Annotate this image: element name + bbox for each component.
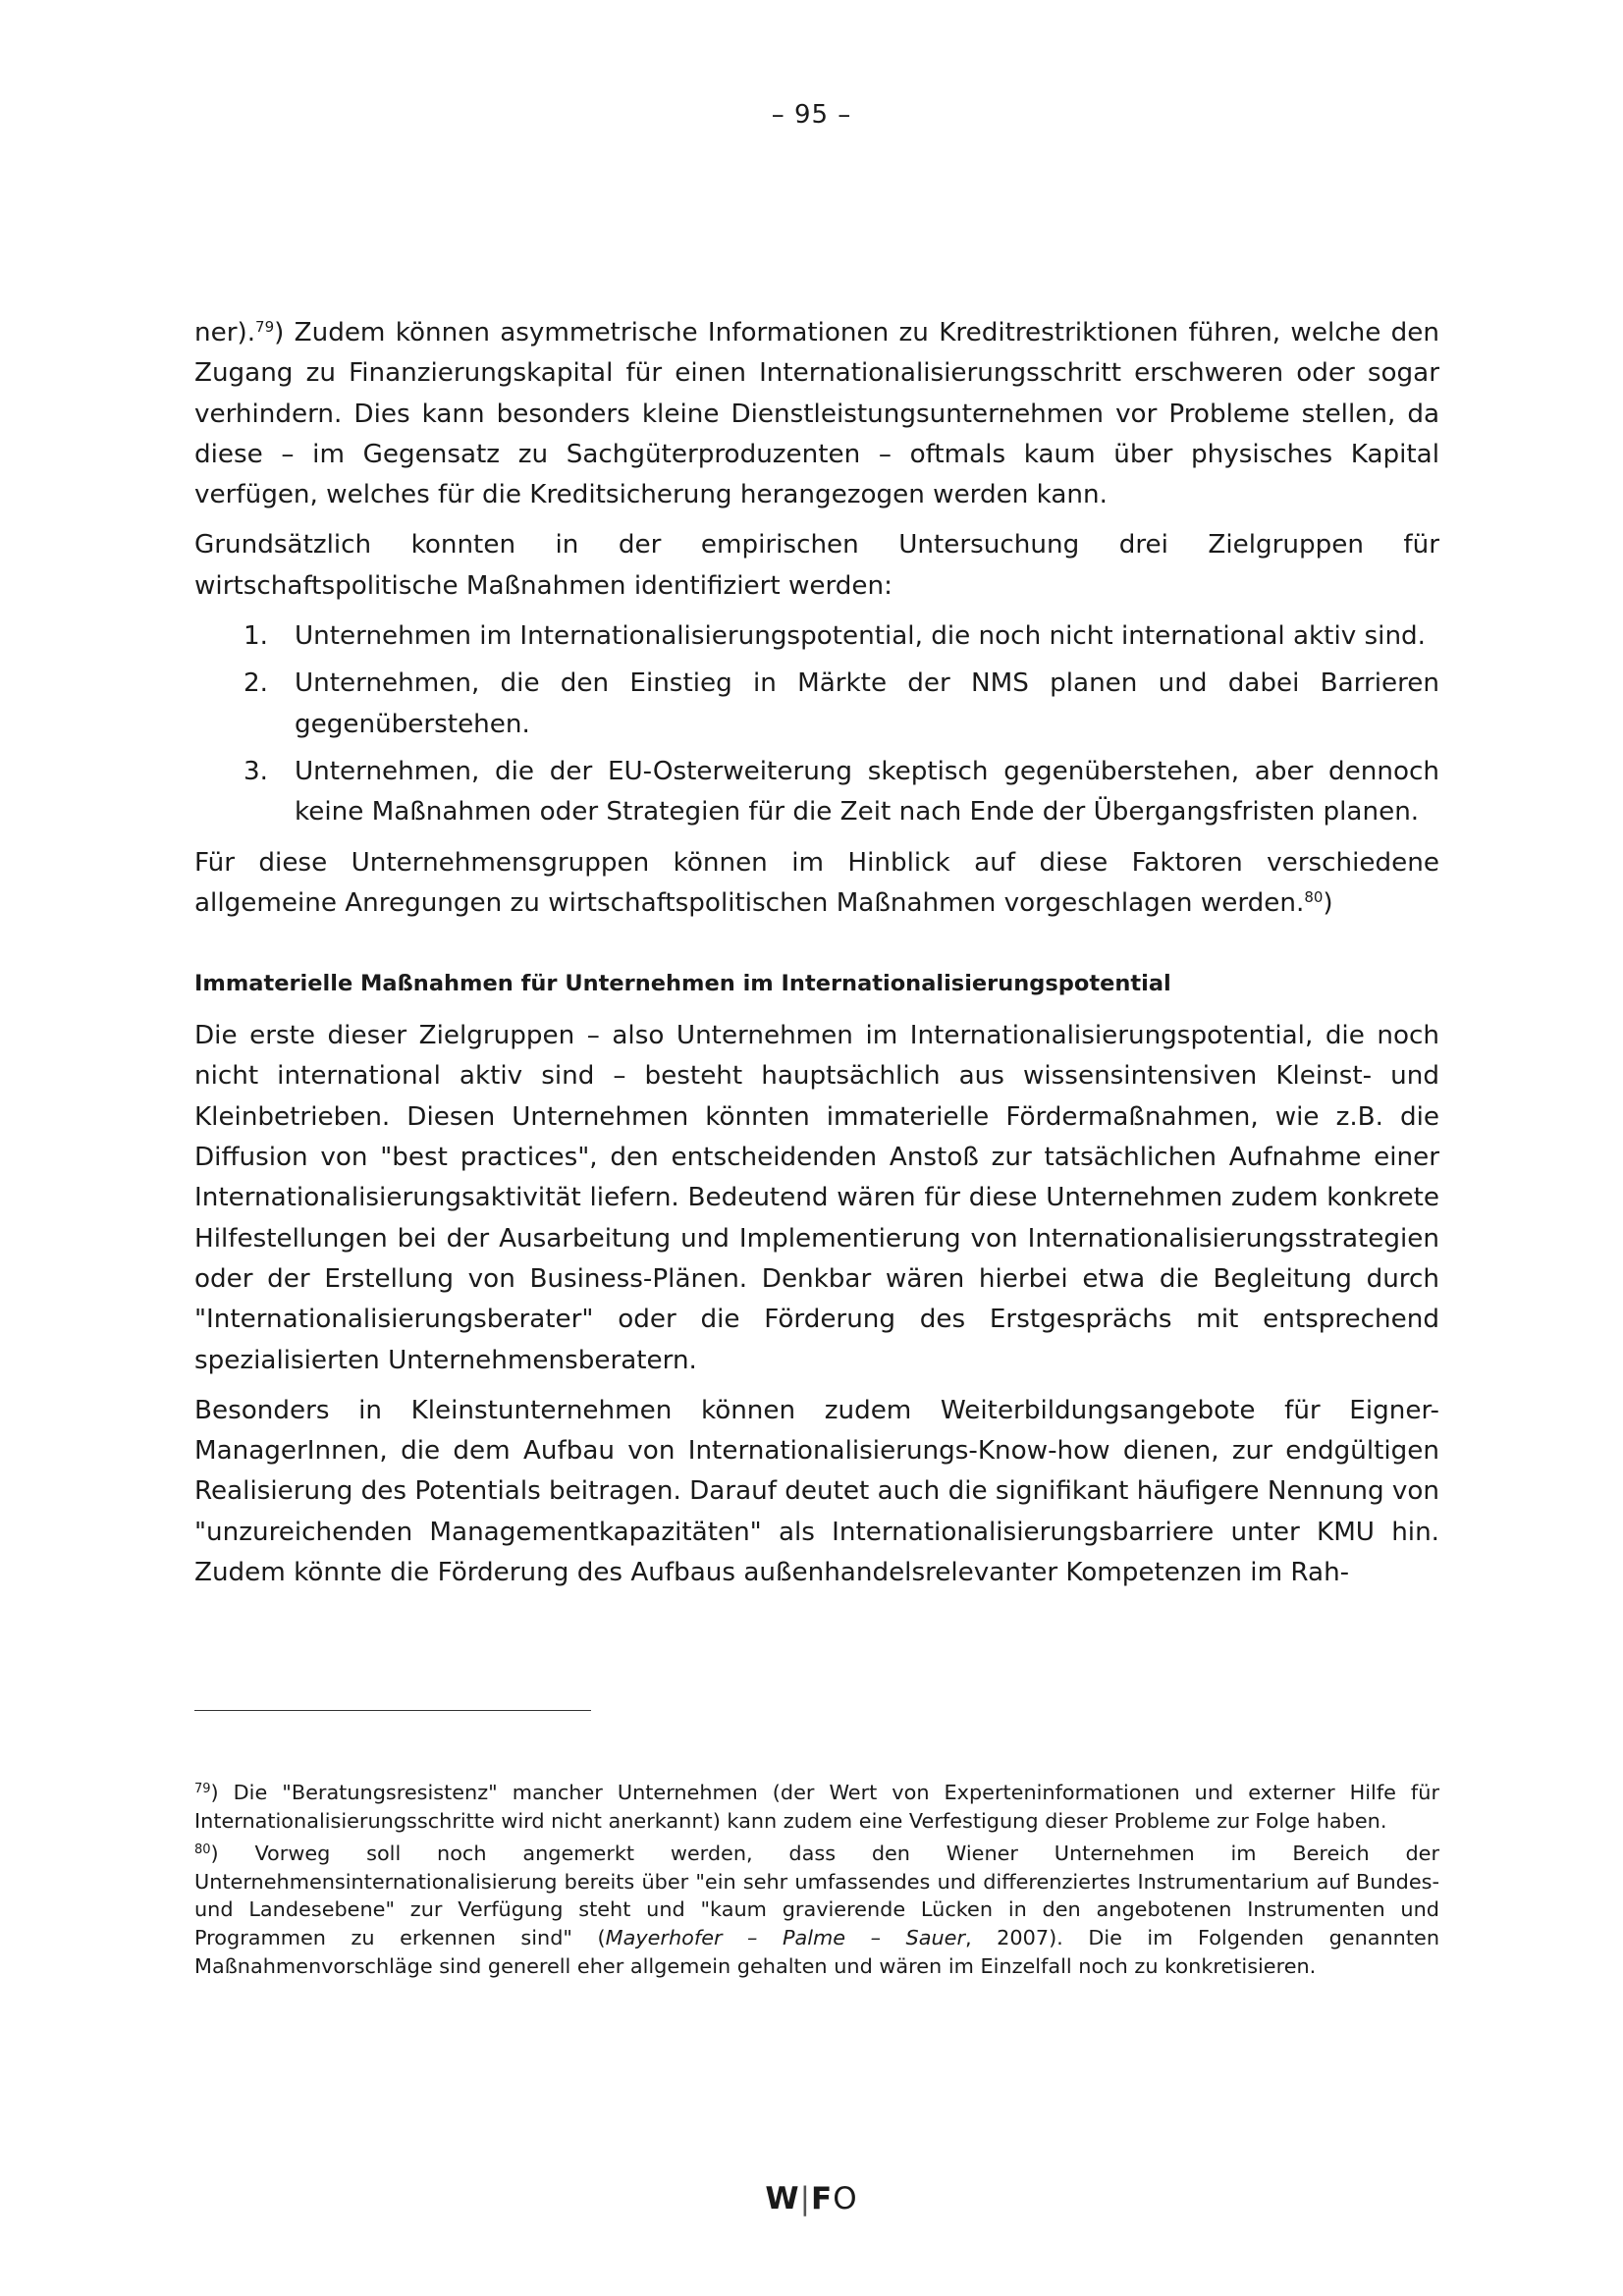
footnote-80: $^{80}$) Vorweg soll noch angemerkt werden, dass den Wiener Unternehmen im Bereich der Unternehmensinternationalisierung bereits über "ein sehr umfassendes und differenziertes Instrumentarium auf Bundes- und Landesebene" zur Verfügung steht und "kaum gravierende Lücken in den angebotenen Instrumenten und Programmen zu erkennen sind" (Mayerhofer – Palme – Sauer, 2007). Die im Folgenden genannten Maßnahmenvorschläge sind generell eher allgemein gehalten und wären im Einzelfall noch zu konkretisieren.	[194, 1842, 1439, 1978]
footnotes	[194, 1779, 1439, 1985]
paragraph-1: ner).$^{79}$) Zudem können asymmetrische Informationen zu Kreditrestriktionen führen, welche den Zugang zu Finanzierungskapital für einen Internationalisierungsschritt erschweren oder sogar verhindern. Dies kann besonders kleine Dienstleistungsunternehmen vor Probleme stellen, da diese – im Gegensatz zu Sachgüterproduzenten – oftmals kaum über physisches Kapital verfügen, welches für die Kreditsicherung herangezogen werden kann.	[194, 318, 1439, 510]
section-heading: Immaterielle Maßnahmen für Unternehmen im Internationalisierungspotential	[194, 971, 1171, 997]
paragraph-4: Die erste dieser Zielgruppen – also Unternehmen im Internationalisierungspotential, die noch nicht international aktiv sind – besteht hauptsächlich aus wissensintensiven Kleinst- und Kleinbetrieben. Diesen Unternehmen könnten immaterielle Fördermaßnahmen, wie z.B. die Diffusion von "best practices", den entscheidenden Anstoß zur tatsächlichen Aufnahme einer Internationalisierungsaktivität liefern. Bedeutend wären für diese Unternehmen zudem konkrete Hilfestellungen bei der Ausarbeitung und Implementierung von Internationalisierungsstrategien oder der Erstellung von Business-Plänen. Denkbar wären hierbei etwa die Begleitung durch "Internationalisierungsberater" oder die Förderung des Erstgesprächs mit entsprechend spezialisierten Unternehmensberatern.	[194, 1021, 1439, 1375]
paragraph-3: Für diese Unternehmensgruppen können im Hinblick auf diese Faktoren verschiedene allgemeine Anregungen zu wirtschaftspolitischen Maßnahmen vorgeschlagen werden.$^{80}$)	[194, 847, 1439, 918]
wifo-logo: W|FO	[765, 2181, 858, 2216]
footnote-ref-79[interactable]: 79	[255, 318, 275, 336]
footnote-divider	[194, 1710, 591, 1711]
list-item: 1. Unternehmen im Internationalisierungspotential, die noch nicht international aktiv sind.	[243, 621, 1427, 652]
list-item: 3. Unternehmen, die der EU-Osterweiterung skeptisch gegenüberstehen, aber dennoch keine Maßnahmen oder Strategien für die Zeit nach Ende der Übergangsfristen planen.	[243, 756, 1439, 828]
list-item: 2. Unternehmen, die den Einstieg in Märkte der NMS planen und dabei Barrieren gegenüberstehen.	[243, 668, 1439, 739]
citation: Mayerhofer – Palme – Sauer	[605, 1925, 966, 1949]
footnote-ref-80[interactable]: 80	[1304, 887, 1324, 906]
footnote-79: $^{79}$) Die "Beratungsresistenz" mancher Unternehmen (der Wert von Experteninformationen und externer Hilfe für Internationalisierungsschritte wird nicht anerkannt) kann zudem eine Verfestigung dieser Probleme zur Folge haben.	[194, 1781, 1439, 1833]
target-group-list	[194, 616, 1439, 832]
paragraph-2: Grundsätzlich konnten in der empirischen Untersuchung drei Zielgruppen für wirtschaftspolitische Maßnahmen identifiziert werden:	[194, 530, 1439, 601]
body-text	[194, 313, 1439, 1603]
page-number: – 95 –	[771, 100, 852, 130]
paragraph-5: Besonders in Kleinstunternehmen können zudem Weiterbildungsangebote für Eigner-ManagerInnen, die dem Aufbau von Internationalisierungs-Know-how dienen, zur endgültigen Realisierung des Potentials beitragen. Darauf deutet auch die signifikant häufigere Nennung von "unzureichenden Managementkapazitäten" als Internationalisierungsbarriere unter KMU hin. Zudem könnte die Förderung des Aufbaus außenhandelsrelevanter Kompetenzen im Rah-	[194, 1395, 1440, 1588]
